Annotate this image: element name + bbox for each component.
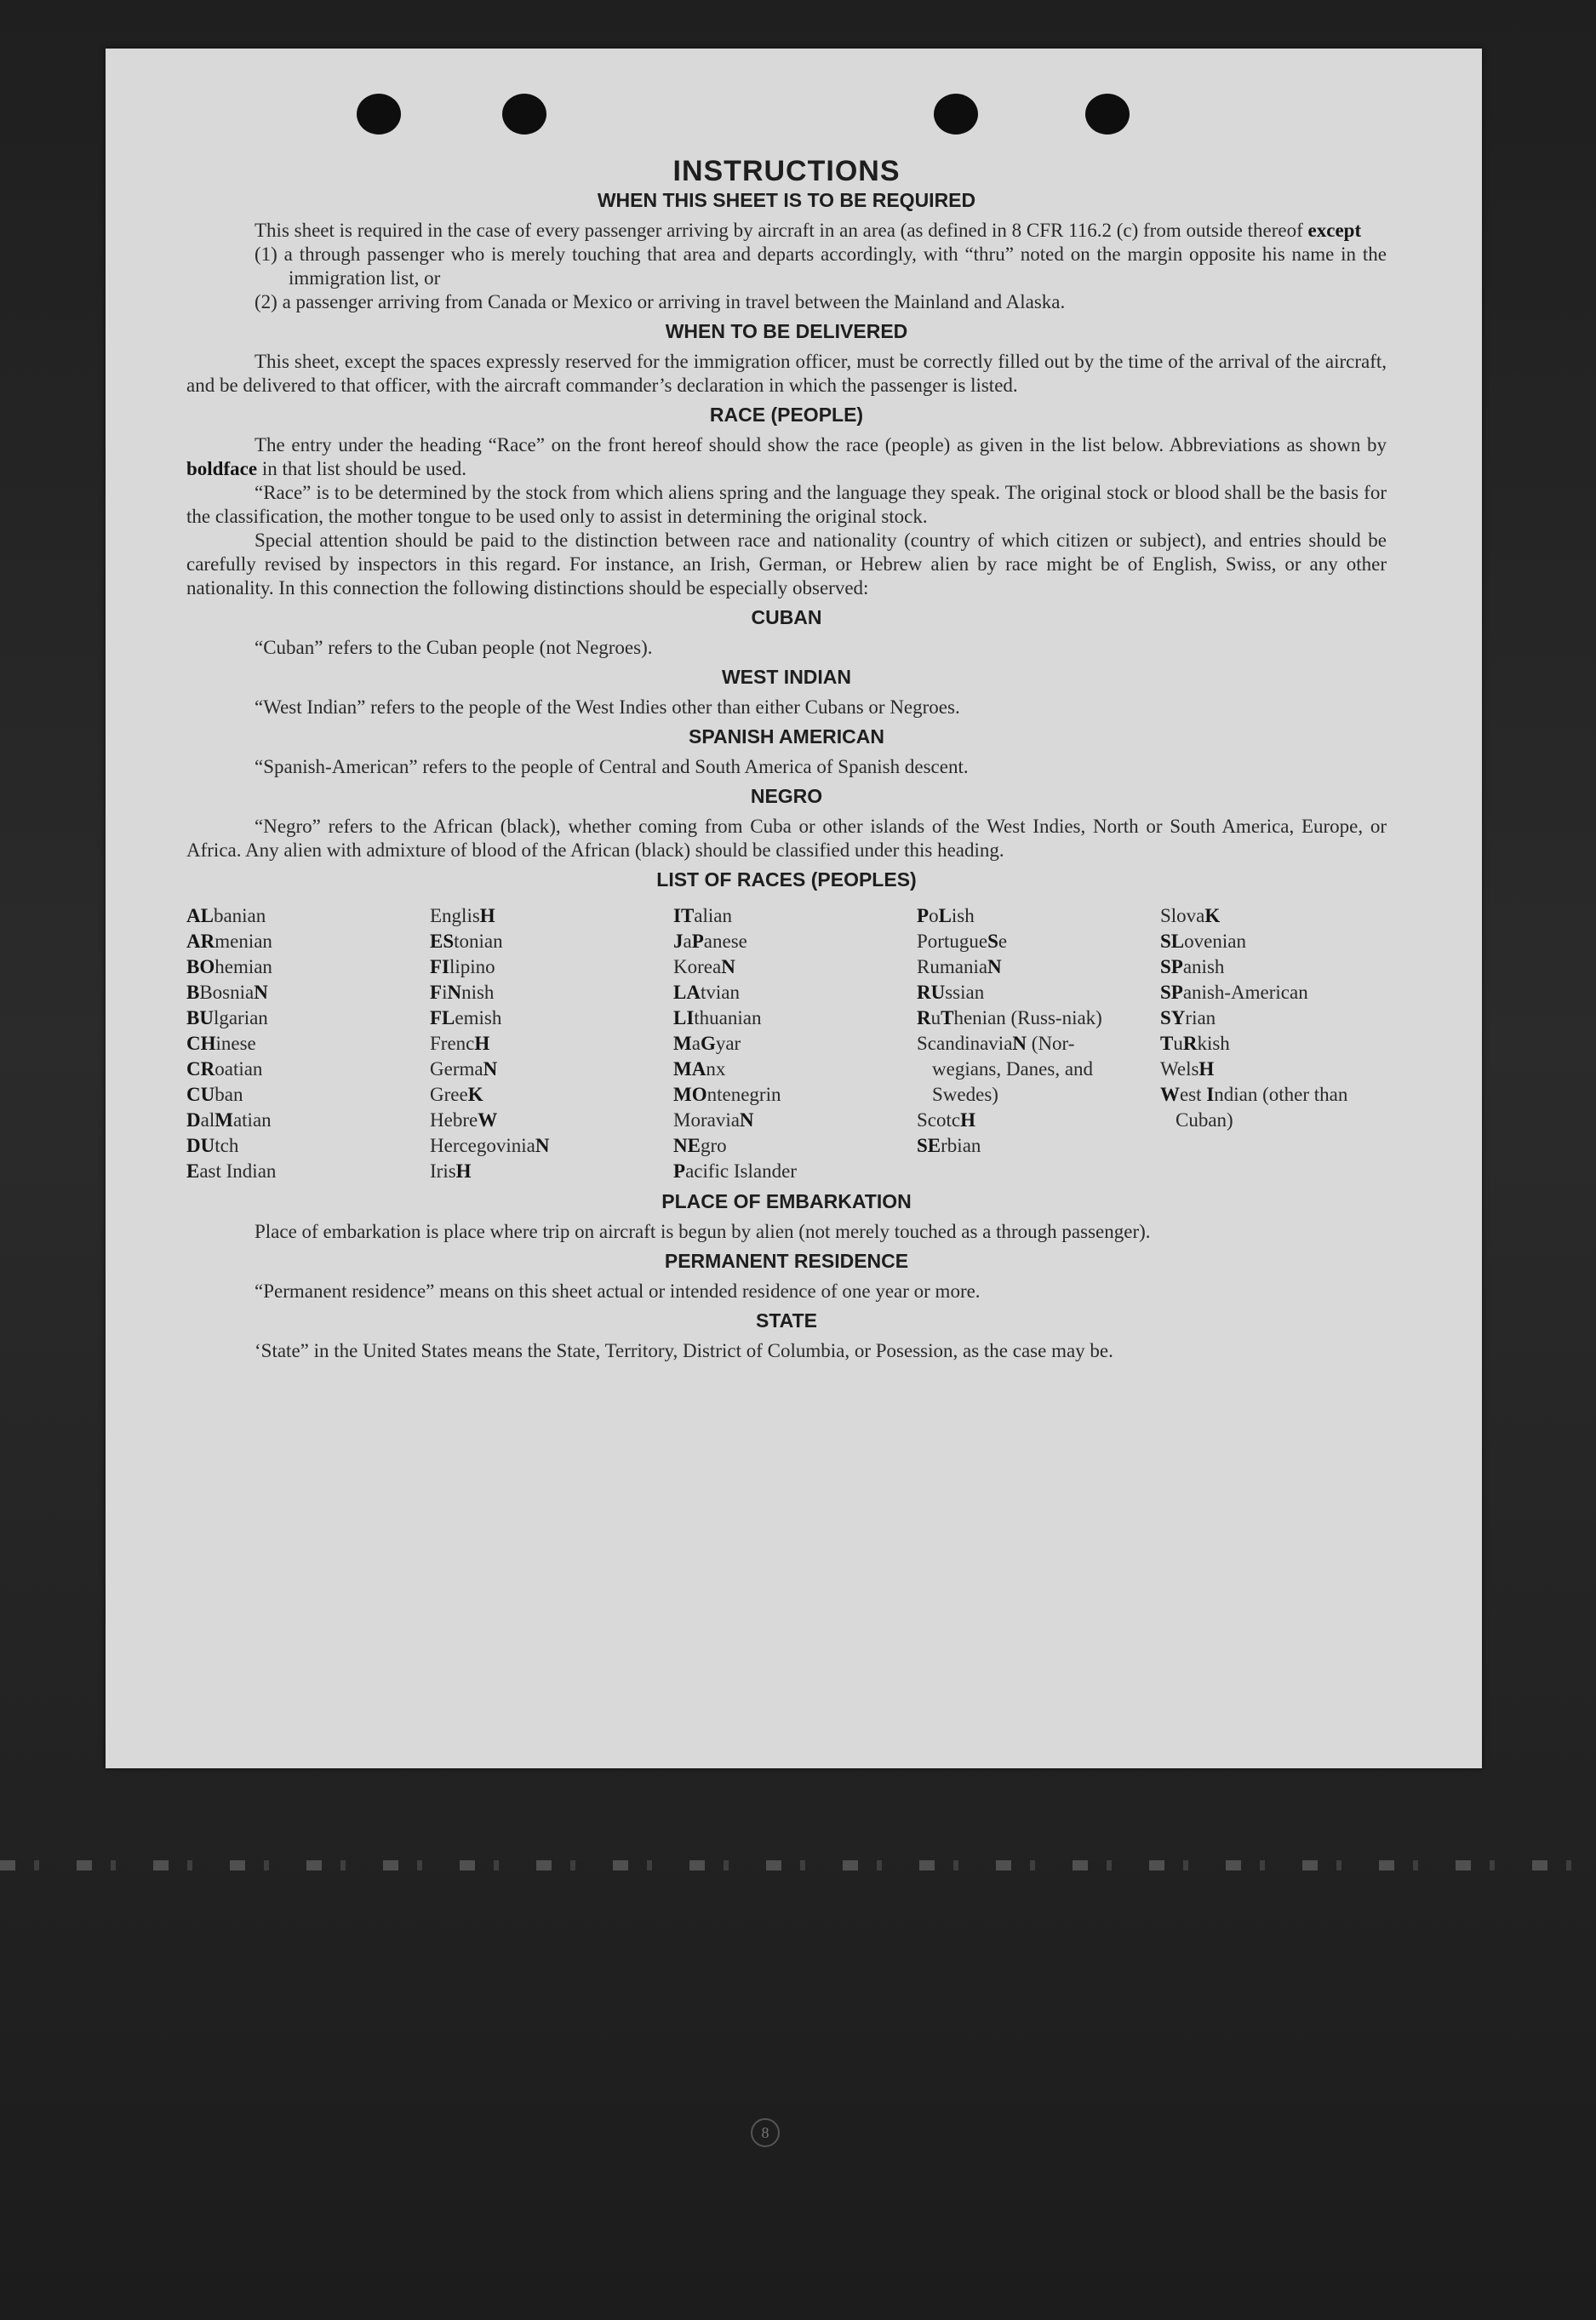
- race-entry: SLovenian: [1160, 931, 1246, 952]
- race-column: [430, 903, 656, 1184]
- heading-when-delivered: WHEN TO BE DELIVERED: [665, 320, 908, 342]
- race-entry: DalMatian: [186, 1109, 272, 1131]
- heading-permanent-residence: PERMANENT RESIDENCE: [664, 1250, 909, 1272]
- race-entry: BOhemian: [186, 956, 272, 977]
- race-entry: FLemish: [430, 1007, 502, 1028]
- race-entry: DUtch: [186, 1135, 239, 1156]
- race-entry: KoreaN: [673, 956, 735, 977]
- race-entry: BBosniaN: [186, 982, 268, 1003]
- race-entry: CUban: [186, 1084, 243, 1105]
- race-entry: RUssian: [917, 982, 985, 1003]
- race-entry: IrisH: [430, 1160, 472, 1182]
- race-column: [1160, 903, 1387, 1184]
- embarkation-text: Place of embarkation is place where trip on aircraft is begun by alien (not merely touched as a through passenger).: [255, 1221, 1151, 1242]
- race-entry: CRoatian: [186, 1058, 263, 1080]
- negro-text: “Negro” refers to the African (black), whether coming from Cuba or other islands of the West Indies, North or South America, Europe, or Africa. Any alien with admixture of blood of the African (black) should be classified under this heading.: [186, 816, 1387, 861]
- heading-negro: NEGRO: [750, 785, 823, 807]
- permanent-residence-text: “Permanent residence” means on this sheet actual or intended residence of one year or more.: [255, 1280, 981, 1302]
- instructions-content: [186, 155, 1387, 1363]
- race-entry: CHinese: [186, 1033, 256, 1054]
- race-entry: ScandinaviaN (Nor-wegians, Danes, and Swedes): [917, 1033, 1094, 1105]
- race-column: [917, 903, 1143, 1184]
- heading-embarkation: PLACE OF EMBARKATION: [661, 1190, 912, 1212]
- race-entry: ScotcH: [917, 1109, 975, 1131]
- heading-list-of-races: LIST OF RACES (PEOPLES): [656, 868, 917, 891]
- when-required-intro: This sheet is required in the case of every passenger arriving by aircraft in an area (as defined in 8 CFR 116.2 (c) from outside thereof except: [255, 220, 1362, 241]
- race-entry: RuThenian (Russ-niak): [917, 1007, 1102, 1028]
- race-paragraph-1: The entry under the heading “Race” on the front hereof should show the race (people) as given in the list below. Abbreviations as shown by boldface in that list should be used.: [186, 434, 1387, 479]
- cuban-text: “Cuban” refers to the Cuban people (not Negroes).: [255, 637, 653, 658]
- race-paragraph-2: “Race” is to be determined by the stock from which aliens spring and the language they speak. The original stock or blood shall be the basis for the classification, the mother tongue to be used only to assist in determining the original stock.: [186, 482, 1387, 527]
- state-text: ‘State” in the United States means the State, Territory, District of Columbia, or Posession, as the case may be.: [255, 1340, 1113, 1361]
- race-entry: HercegoviniaN: [430, 1135, 550, 1156]
- race-entry: SlovaK: [1160, 905, 1221, 926]
- page-title: INSTRUCTIONS: [672, 155, 901, 187]
- race-entry: RumaniaN: [917, 956, 1002, 977]
- race-entry: SYrian: [1160, 1007, 1216, 1028]
- heading-when-required: WHEN THIS SHEET IS TO BE REQUIRED: [597, 189, 976, 211]
- race-entry: HebreW: [430, 1109, 498, 1131]
- race-entry: BUlgarian: [186, 1007, 268, 1028]
- heading-state: STATE: [756, 1309, 817, 1332]
- race-entry: Pacific Islander: [673, 1160, 797, 1182]
- race-entry: ARmenian: [186, 931, 272, 952]
- race-list: [186, 903, 1387, 1184]
- film-frame-mark: 8: [751, 2118, 780, 2147]
- when-required-item-1: (1) a through passenger who is merely touching that area and departs accordingly, with “thru” noted on the margin opposite his name in the immigration list, or: [255, 243, 1387, 289]
- heading-cuban: CUBAN: [751, 606, 822, 628]
- race-entry: ALbanian: [186, 905, 266, 926]
- race-entry: SPanish: [1160, 956, 1225, 977]
- heading-race: RACE (PEOPLE): [709, 404, 864, 426]
- race-column: [673, 903, 900, 1184]
- race-entry: GermaN: [430, 1058, 498, 1080]
- spanish-american-text: “Spanish-American” refers to the people of Central and South America of Spanish descent.: [255, 756, 969, 777]
- race-entry: FrencH: [430, 1033, 490, 1054]
- race-entry: JaPanese: [673, 931, 747, 952]
- heading-west-indian: WEST INDIAN: [721, 666, 852, 688]
- race-entry: MAnx: [673, 1058, 726, 1080]
- when-delivered-text: This sheet, except the spaces expressly reserved for the immigration officer, must be correctly filled out by the time of the arrival of the aircraft, and be delivered to that officer, with the aircraft commander’s declaration in which the passenger is listed.: [186, 351, 1387, 396]
- race-entry: West Indian (other than Cuban): [1160, 1084, 1348, 1131]
- race-entry: GreeK: [430, 1084, 483, 1105]
- west-indian-text: “West Indian” refers to the people of the West Indies other than either Cubans or Negroes.: [255, 696, 960, 718]
- heading-spanish-american: SPANISH AMERICAN: [688, 725, 884, 748]
- race-entry: East Indian: [186, 1160, 277, 1182]
- race-entry: EStonian: [430, 931, 503, 952]
- punch-hole: [1085, 94, 1130, 135]
- punch-hole: [934, 94, 978, 135]
- race-entry: MaGyar: [673, 1033, 741, 1054]
- race-entry: ITalian: [673, 905, 732, 926]
- race-entry: TuRkish: [1160, 1033, 1230, 1054]
- race-entry: LIthuanian: [673, 1007, 762, 1028]
- race-entry: PortugueSe: [917, 931, 1008, 952]
- race-entry: LAtvian: [673, 982, 740, 1003]
- race-entry: EnglisH: [430, 905, 495, 926]
- race-entry: WelsH: [1160, 1058, 1215, 1080]
- document-sheet: [106, 49, 1482, 1768]
- race-paragraph-3: Special attention should be paid to the distinction between race and nationality (country of which citizen or subject), and entries should be carefully revised by inspectors in this regard. For instance, an Irish, German, or Hebrew alien by race might be of English, Swiss, or any other nationality. In this connection the following distinctions should be especially observed:: [186, 530, 1387, 599]
- punch-hole: [357, 94, 401, 135]
- race-entry: NEgro: [673, 1135, 727, 1156]
- race-entry: SErbian: [917, 1135, 981, 1156]
- race-entry: FIlipino: [430, 956, 495, 977]
- race-column: [186, 903, 413, 1184]
- punch-hole: [502, 94, 546, 135]
- when-required-item-2: (2) a passenger arriving from Canada or Mexico or arriving in travel between the Mainland and Alaska.: [255, 291, 1066, 312]
- race-entry: MOntenegrin: [673, 1084, 781, 1105]
- race-entry: PoLish: [917, 905, 975, 926]
- race-entry: MoraviaN: [673, 1109, 754, 1131]
- race-entry: SPanish-American: [1160, 982, 1308, 1003]
- race-entry: FiNnish: [430, 982, 495, 1003]
- film-scratch-band: [0, 1860, 1596, 1870]
